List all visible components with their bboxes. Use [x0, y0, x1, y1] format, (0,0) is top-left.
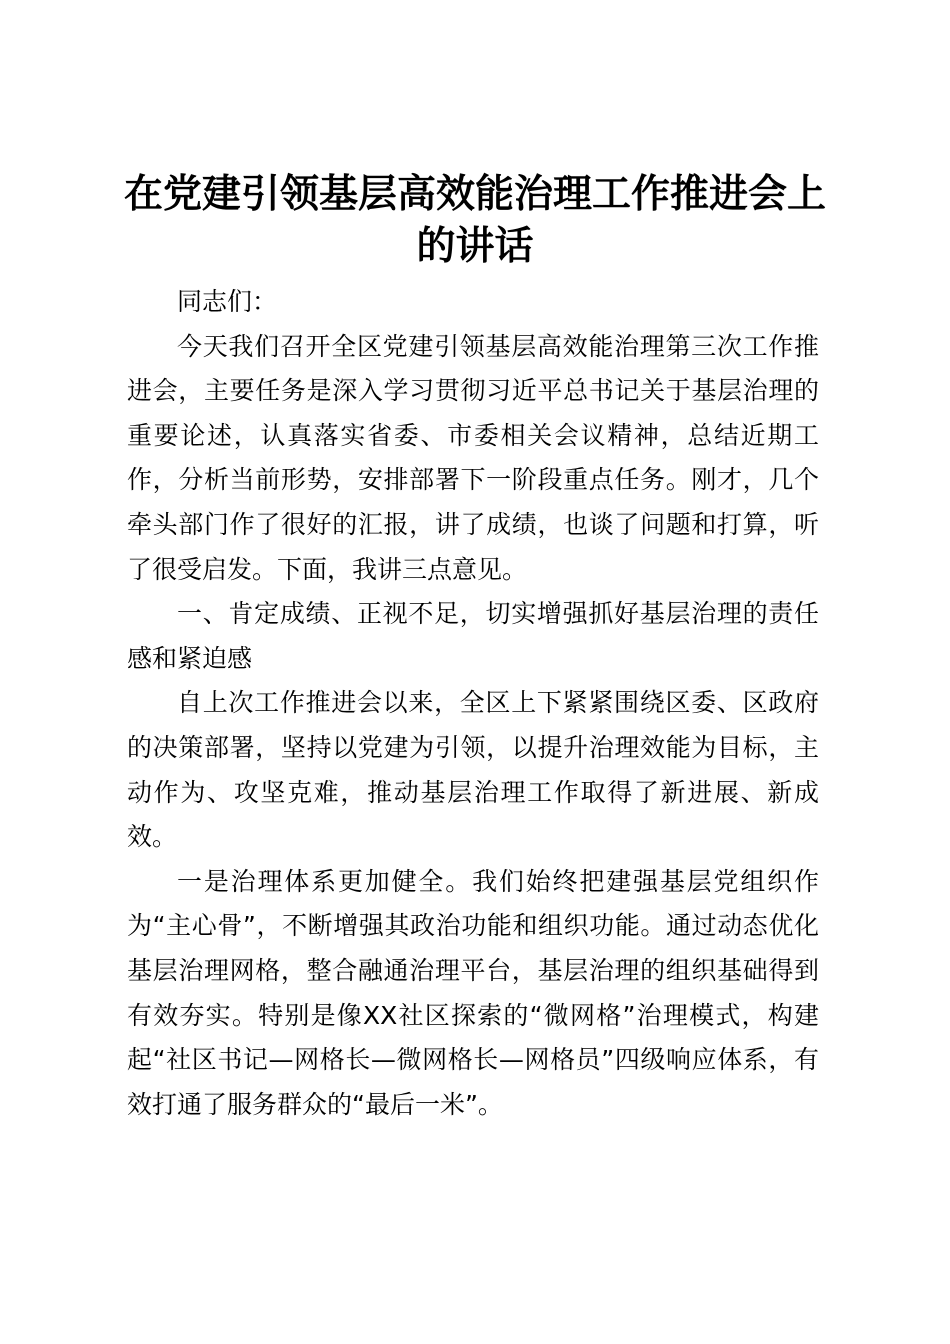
document-body: [127, 280, 819, 1127]
intro-paragraph: 今天我们召开全区党建引领基层高效能治理第三次工作推进会，主要任务是深入学习贯彻习近平总书记关于基层治理的重要论述，认真落实省委、市委相关会议精神，总结近期工作，分析当前形势，安排部署下一阶段重点任务。刚才，几个牵头部门作了很好的汇报，讲了成绩，也谈了问题和打算，听了很受启发。下面，我讲三点意见。: [127, 331, 819, 584]
section-heading-1: 一、肯定成绩、正视不足，切实增强抓好基层治理的责任感和紧迫感: [127, 599, 819, 673]
salutation: 同志们：: [177, 287, 278, 316]
body-paragraph: 一是治理体系更加健全。我们始终把建强基层党组织作为“主心骨”，不断增强其政治功能和组织功能。通过动态优化基层治理网格，整合融通治理平台，基层治理的组织基础得到有效夯实。特别是像XX社区探索的“微网格”治理模式，构建起“社区书记—网格长—微网格长—网格员”四级响应体系，有效打通了服务群众的“最后一米”。: [127, 866, 819, 1119]
body-paragraph: 自上次工作推进会以来，全区上下紧紧围绕区委、区政府的决策部署，坚持以党建为引领，以提升治理效能为目标，主动作为、攻坚克难，推动基层治理工作取得了新进展、新成效。: [127, 688, 819, 852]
document-title: 在党建引领基层高效能治理工作推进会上的讲话: [123, 171, 826, 269]
